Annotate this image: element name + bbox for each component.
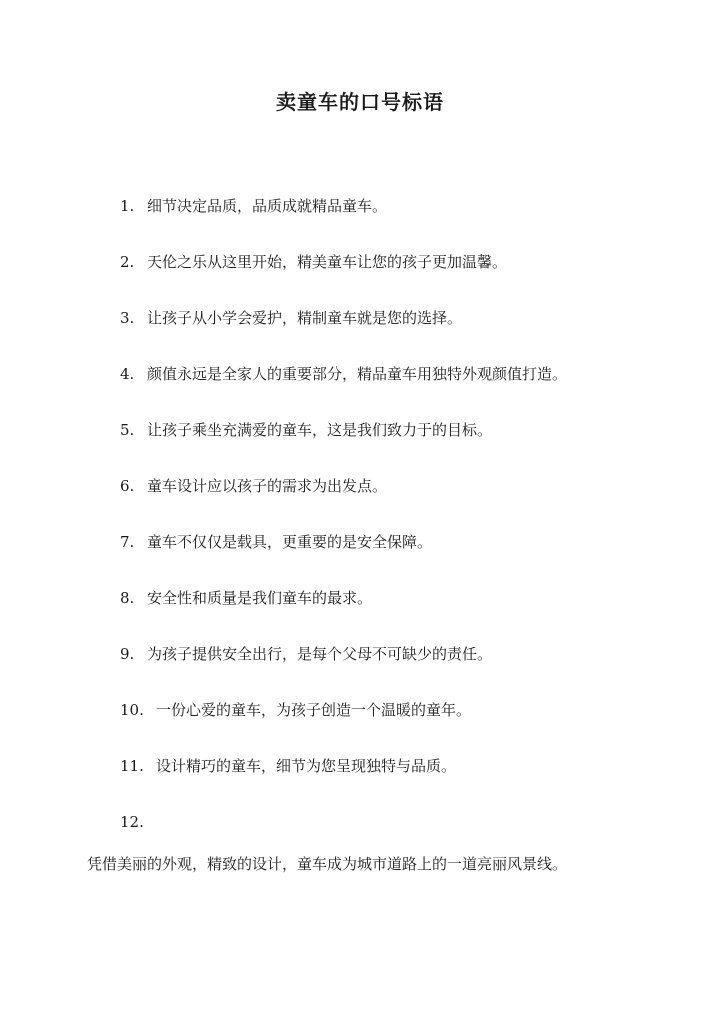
item-text: 童车设计应以孩子的需求为出发点。 xyxy=(147,477,388,495)
item-number: 5. xyxy=(120,421,135,439)
list-item xyxy=(0,362,720,418)
item-number: 2. xyxy=(120,253,135,271)
item-number: 7. xyxy=(120,533,135,551)
item-number: 6. xyxy=(120,477,135,495)
item-text: 一份心爱的童车，为孩子创造一个温暖的童年。 xyxy=(156,701,472,719)
item-text: 童车不仅仅是载具，更重要的是安全保障。 xyxy=(147,533,433,551)
list-item xyxy=(0,810,720,873)
item-text: 凭借美丽的外观，精致的设计，童车成为城市道路上的一道亮丽风景线。 xyxy=(87,855,568,873)
item-text: 为孩子提供安全出行，是每个父母不可缺少的责任。 xyxy=(147,645,493,663)
item-number: 3. xyxy=(120,309,135,327)
item-text: 让孩子从小学会爱护，精制童车就是您的选择。 xyxy=(147,309,463,327)
item-text: 细节决定品质，品质成就精品童车。 xyxy=(147,197,388,215)
item-number: 8. xyxy=(120,589,135,607)
list-item xyxy=(0,418,720,474)
item-number: 12. xyxy=(120,813,144,831)
list-item xyxy=(0,530,720,586)
item-text: 颜值永远是全家人的重要部分，精品童车用独特外观颜值打造。 xyxy=(147,365,568,383)
item-number: 1. xyxy=(120,197,135,215)
item-number: 11. xyxy=(120,757,144,775)
list-item xyxy=(0,586,720,642)
item-number: 9. xyxy=(120,645,135,663)
list-item xyxy=(0,642,720,698)
list-item xyxy=(0,754,720,810)
item-number: 10. xyxy=(120,701,144,719)
item-text: 设计精巧的童车，细节为您呈现独特与品质。 xyxy=(156,757,457,775)
item-text: 安全性和质量是我们童车的最求。 xyxy=(147,589,373,607)
document-title: 卖童车的口号标语 xyxy=(276,90,444,114)
list-item xyxy=(0,698,720,754)
list-item xyxy=(0,474,720,530)
list-item xyxy=(0,250,720,306)
list-item xyxy=(0,306,720,362)
slogan-list xyxy=(0,194,720,873)
item-text: 天伦之乐从这里开始，精美童车让您的孩子更加温馨。 xyxy=(147,253,508,271)
item-text: 让孩子乘坐充满爱的童车，这是我们致力于的目标。 xyxy=(147,421,493,439)
item-number: 4. xyxy=(120,365,135,383)
list-item xyxy=(0,194,720,250)
